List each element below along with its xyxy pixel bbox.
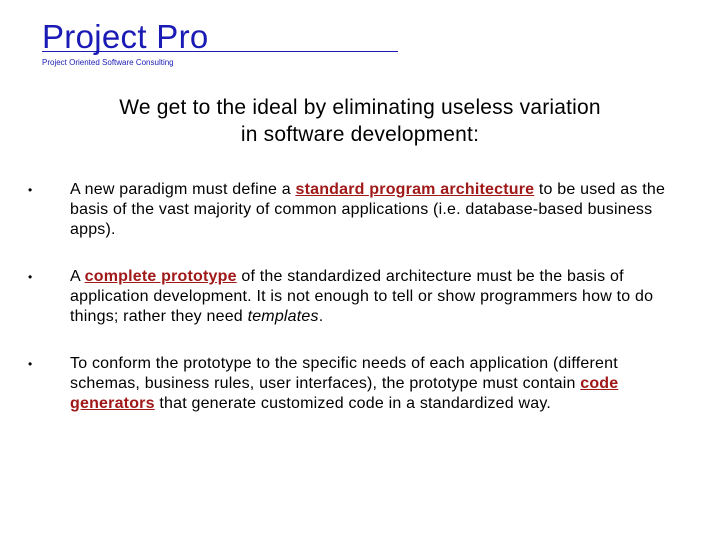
bullet-text: to be used as the basis of the vast majority of common applications (i.e. database-based business apps). (70, 181, 666, 238)
bullet-marker: • (28, 357, 33, 371)
bullet-item-standard-architecture (28, 180, 688, 240)
heading-line-1: We get to the ideal by eliminating useless variation (119, 96, 601, 119)
highlight-complete-prototype: complete prototype (84, 268, 237, 285)
bullet-text: that generate customized code in a standardized way. (154, 395, 552, 412)
bullet-text: A new paradigm must define a (70, 181, 296, 198)
bullet-text: A (70, 268, 85, 285)
highlight-standard-program-architecture: standard program architecture (295, 181, 535, 198)
bullet-text: of the standardized architecture must be the basis of application development. It is not enough to tell or show programmers how to do things; rather they need (70, 268, 654, 325)
bullet-text: To conform the prototype to the specific needs of each application (different schemas, business rules, user interfaces), the prototype must contain (70, 355, 618, 392)
logo-subtitle: Project Oriented Software Consulting (42, 58, 174, 67)
bullet-item-code-generators (28, 354, 688, 414)
bullet-item-complete-prototype (28, 267, 688, 327)
logo-underline (42, 51, 398, 52)
bullet-text: . (318, 308, 324, 325)
bullet-marker: • (28, 183, 33, 197)
highlight-code-generators: code generators (70, 375, 619, 412)
logo-title: Project Pro (42, 18, 209, 55)
slide-heading (60, 94, 660, 148)
project-pro-logo (42, 18, 402, 68)
italic-templates: templates (247, 308, 319, 325)
bullet-list (28, 180, 688, 414)
heading-line-2: in software development: (240, 123, 480, 146)
bullet-marker: • (28, 270, 33, 284)
